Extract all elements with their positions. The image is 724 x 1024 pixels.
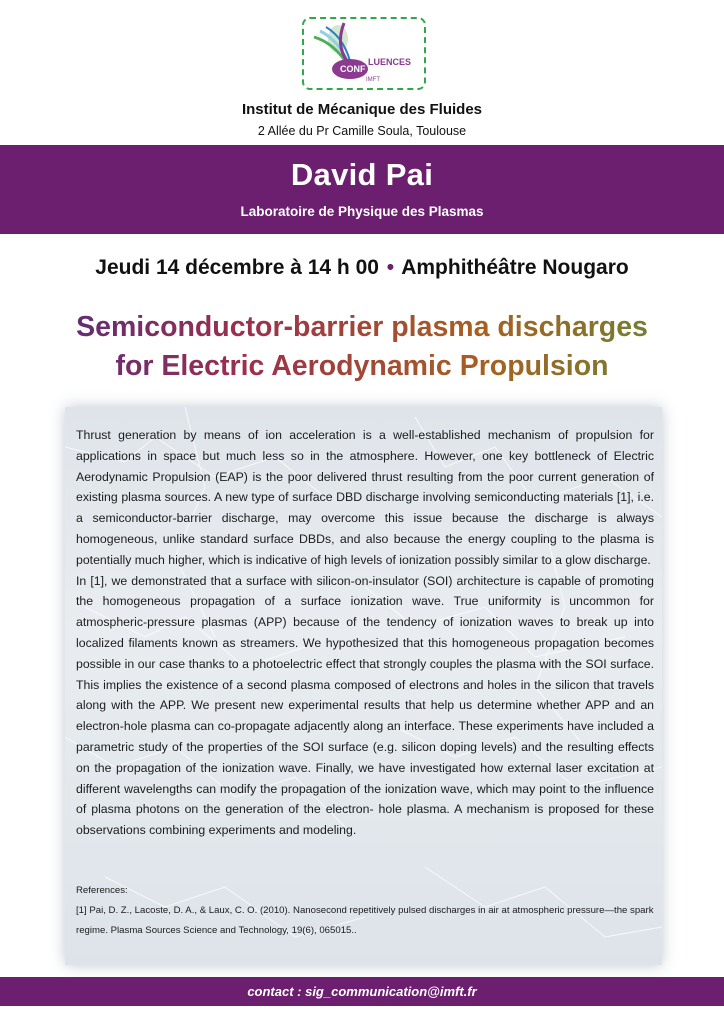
abstract-text — [76, 425, 654, 841]
speaker-name: David Pai — [290, 157, 434, 192]
references — [76, 881, 654, 941]
event-date-time: Jeudi 14 décembre à 14 h 00 — [95, 256, 379, 279]
event-venue: Amphithéâtre Nougaro — [401, 256, 629, 279]
confluences-logo — [302, 17, 426, 90]
speaker-banner — [0, 145, 724, 234]
svg-text:LUENCES: LUENCES — [368, 57, 412, 67]
abstract-paragraph-2: In [1], we demonstrated that a surface with silicon-on-insulator (SOI) architecture is capable of promoting the homogeneous propagation of a surface ionization wave. True uniformity is uncommon for atmospheric-pressure plasmas (APP) because of the tendency of ionization waves to break up into localized filaments known as streamers. We hypothesized that this homogeneous propagation becomes possible in our case thanks to a photoelectric effect that strongly couples the plasma with the SOI surface. This implies the existence of a second plasma composed of electrons and holes in the silicon that travels along with the APP. We present new experimental results that help us determine whether APP and an electron-hole plasma can co-propagate adjacently along an interface. These experiments have included a parametric study of the properties of the SOI surface (e.g. silicon doping levels) and the resulting effects on the propagation of the ionization wave. Finally, we have investigated how external laser excitation at different wavelengths can modify the propagation of the ionization wave, which may point to the influence of plasma photons on the generation of the electron- hole plasma. A mechanism is proposed for these observations combining experiments and modeling. — [76, 573, 654, 838]
svg-text:CONF: CONF — [340, 64, 366, 74]
event-separator: • — [386, 256, 395, 279]
talk-title-line2: for Electric Aerodynamic Propulsion — [0, 350, 724, 383]
contact-email[interactable]: contact : sig_communication@imft.fr — [247, 984, 477, 999]
institution-address: 2 Allée du Pr Camille Soula, Toulouse — [257, 124, 467, 138]
confluences-imft-logo-icon — [304, 19, 424, 88]
references-heading: References: — [76, 885, 128, 896]
speaker-lab: Laboratoire de Physique des Plasmas — [240, 204, 484, 219]
abstract-panel — [65, 407, 662, 965]
footer-banner — [0, 977, 724, 1006]
talk-title-line1: Semiconductor-barrier plasma discharges — [0, 311, 724, 344]
event-line — [0, 256, 724, 280]
svg-text:IMFT: IMFT — [366, 77, 380, 83]
institution-name: Institut de Mécanique des Fluides — [241, 101, 483, 118]
reference-1: [1] Pai, D. Z., Lacoste, D. A., & Laux, C. O. (2010). Nanosecond repetitively pulsed discharges in air at atmospheric pressure—the spark regime. Plasma Sources Science and Technology, 19(6), 065015.. — [76, 905, 654, 936]
abstract-paragraph-1: Thrust generation by means of ion acceleration is a well-established mechanism of propulsion for applications in space but much less so in the atmosphere. However, one key bottleneck of Electric Aerodynamic Propulsion (EAP) is the poor delivered thrust resulting from the poor current generation of existing plasma sources. A new type of surface DBD discharge involving semiconducting materials [1], i.e. a semiconductor-barrier discharge, may overcome this issue because the discharge is always homogeneous, unlike standard surface DBDs, and also because the energy coupling to the plasma is potentially much higher, which is indicative of high levels of ionization possibly similar to a glow discharge. — [76, 428, 654, 567]
